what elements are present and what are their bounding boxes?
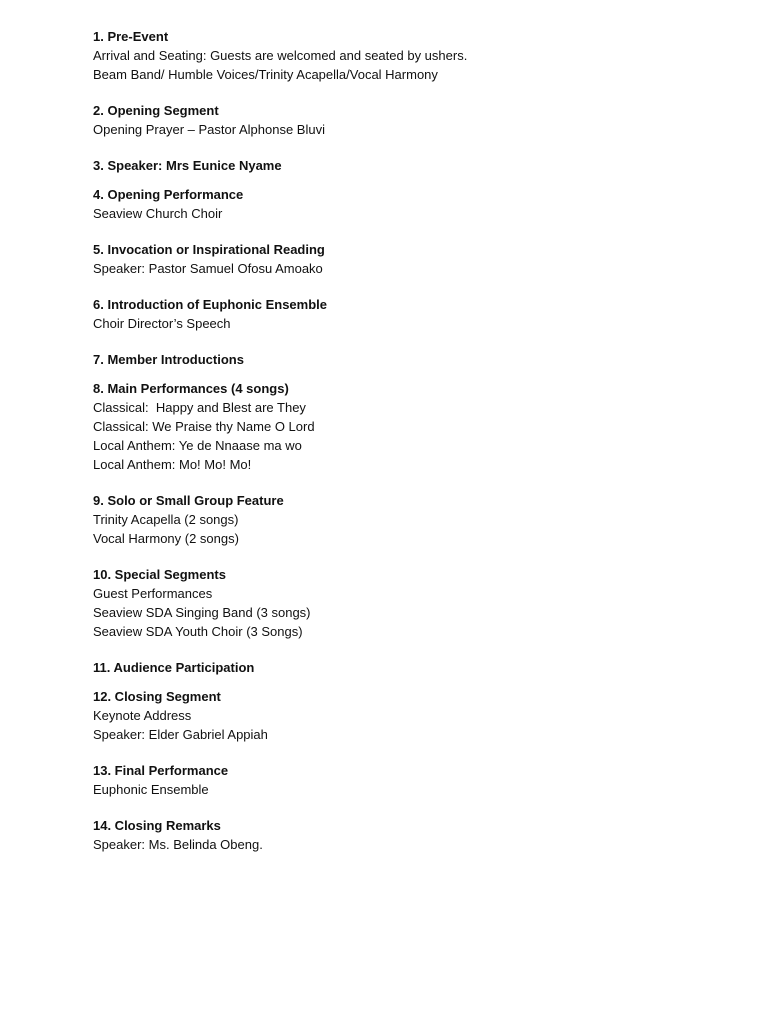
program-section-opening-performance (93, 185, 733, 223)
section-line: Keynote Address (93, 708, 192, 723)
section-heading: 3. Speaker: Mrs Eunice Nyame (93, 158, 282, 173)
section-line: Opening Prayer – Pastor Alphonse Bluvi (93, 122, 325, 137)
section-heading: 14. Closing Remarks (93, 818, 221, 833)
program-section-closing-remarks (93, 816, 733, 854)
section-line: Classical: We Praise thy Name O Lord (93, 419, 315, 434)
section-heading: 1. Pre-Event (93, 29, 169, 44)
program-section-pre-event (93, 27, 733, 84)
program-document (93, 27, 733, 854)
section-line: Choir Director’s Speech (93, 316, 231, 331)
section-heading: 13. Final Performance (93, 763, 229, 778)
section-line: Euphonic Ensemble (93, 782, 209, 797)
program-section-final-performance (93, 761, 733, 799)
program-section-special-segments (93, 565, 733, 641)
section-heading: 5. Invocation or Inspirational Reading (93, 242, 325, 257)
section-heading: 10. Special Segments (93, 567, 226, 582)
section-heading: 11. Audience Participation (93, 660, 255, 675)
program-section-audience-participation (93, 658, 733, 677)
section-line: Seaview SDA Singing Band (3 songs) (93, 605, 311, 620)
section-line: Speaker: Ms. Belinda Obeng. (93, 837, 263, 852)
section-line: Seaview Church Choir (93, 206, 223, 221)
section-line: Speaker: Elder Gabriel Appiah (93, 727, 268, 742)
section-line: Arrival and Seating: Guests are welcomed and seated by ushers. (93, 48, 468, 63)
section-line: Local Anthem: Mo! Mo! Mo! (93, 457, 252, 472)
section-heading: 6. Introduction of Euphonic Ensemble (93, 297, 328, 312)
section-line: Classical: Happy and Blest are They (93, 400, 306, 415)
section-line: Seaview SDA Youth Choir (3 Songs) (93, 624, 303, 639)
section-heading: 2. Opening Segment (93, 103, 219, 118)
program-section-main-performances (93, 379, 733, 474)
program-section-opening-segment (93, 101, 733, 139)
section-heading: 7. Member Introductions (93, 352, 244, 367)
program-section-speaker (93, 156, 733, 175)
section-line: Vocal Harmony (2 songs) (93, 531, 239, 546)
section-line: Local Anthem: Ye de Nnaase ma wo (93, 438, 302, 453)
section-heading: 4. Opening Performance (93, 187, 244, 202)
section-line: Speaker: Pastor Samuel Ofosu Amoako (93, 261, 323, 276)
program-section-solo-feature (93, 491, 733, 548)
program-section-member-introductions (93, 350, 733, 369)
section-heading: 12. Closing Segment (93, 689, 221, 704)
program-section-closing-segment (93, 687, 733, 744)
section-line: Guest Performances (93, 586, 213, 601)
program-section-introduction (93, 295, 733, 333)
section-heading: 9. Solo or Small Group Feature (93, 493, 284, 508)
section-line: Beam Band/ Humble Voices/Trinity Acapella/Vocal Harmony (93, 67, 438, 82)
section-line: Trinity Acapella (2 songs) (93, 512, 239, 527)
section-heading: 8. Main Performances (4 songs) (93, 381, 289, 396)
program-section-invocation (93, 240, 733, 278)
